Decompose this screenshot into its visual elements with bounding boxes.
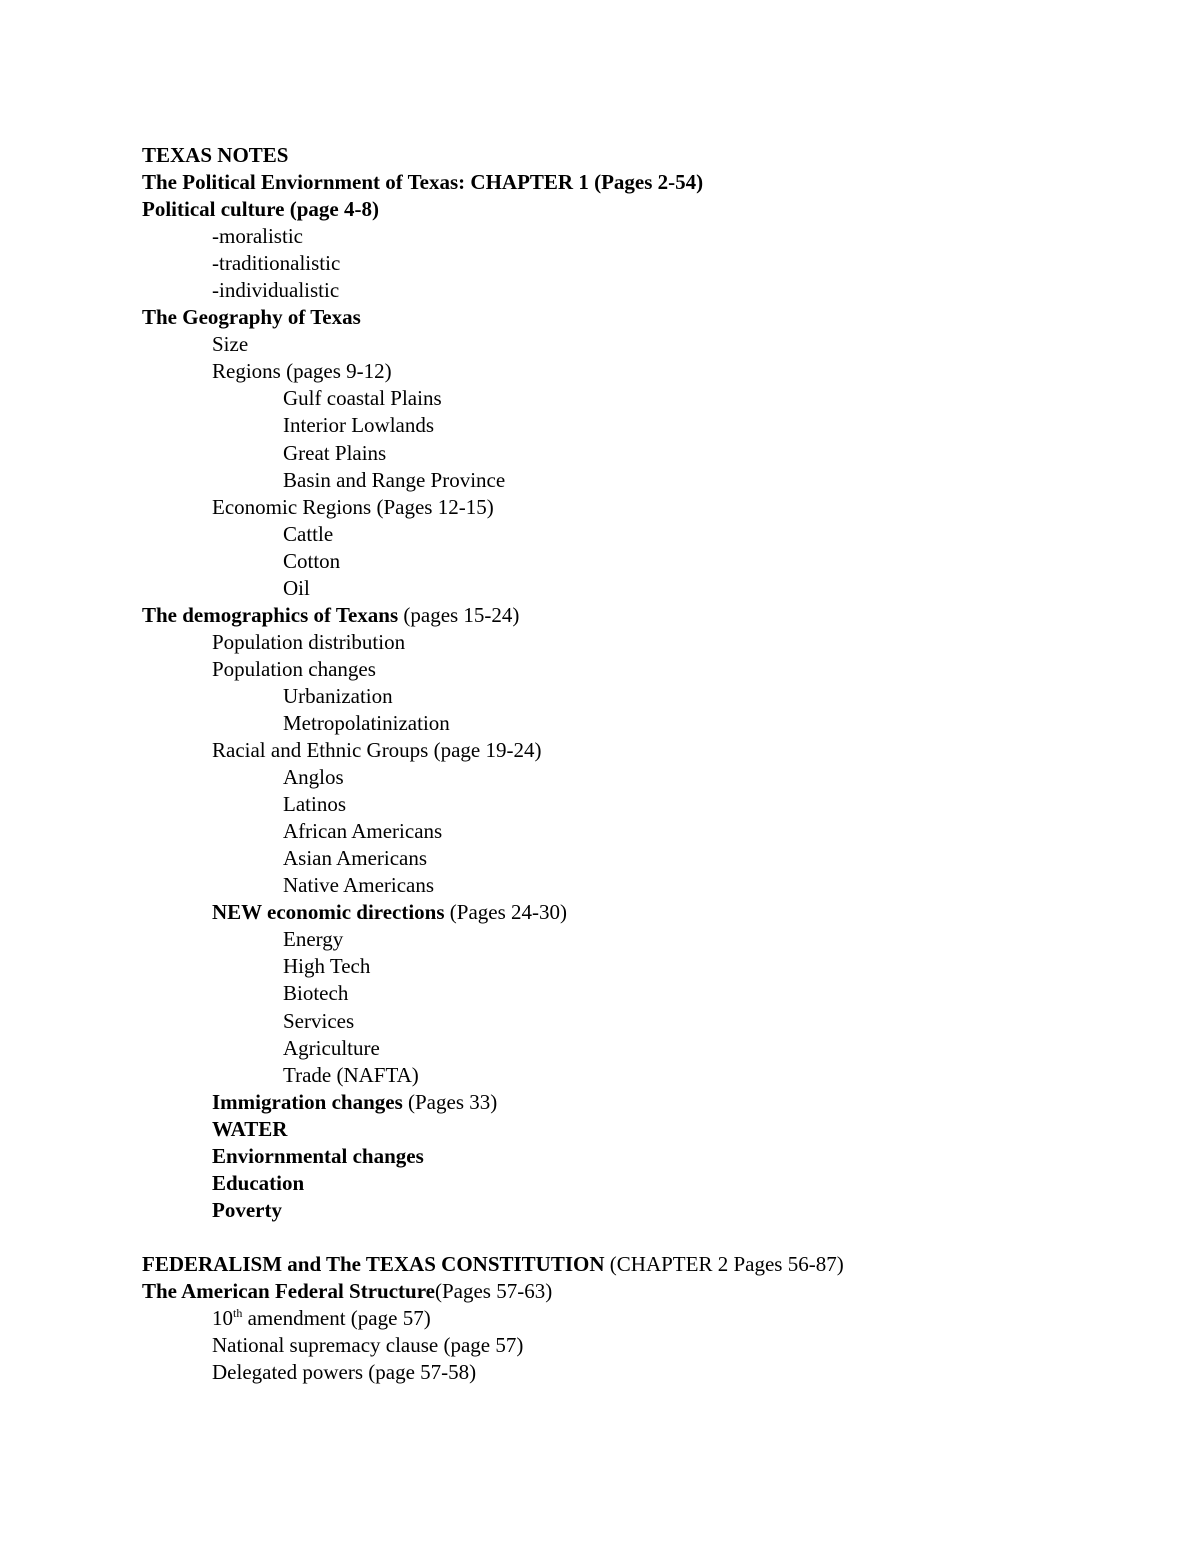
outline-item	[142, 656, 1142, 683]
item-text: Population distribution	[212, 629, 406, 654]
outline-heading	[142, 196, 1142, 223]
outline-item	[142, 1359, 1142, 1386]
item-text: Native Americans	[283, 873, 435, 898]
item-text: Biotech	[283, 981, 349, 1006]
item-text: (CHAPTER 2 Pages 56-87)	[604, 1251, 844, 1276]
item-text: (pages 15-24)	[398, 602, 520, 627]
outline-item	[142, 277, 1142, 304]
item-text: Population changes	[212, 656, 376, 681]
outline-item	[142, 1116, 1142, 1143]
outline-item	[142, 1305, 1142, 1332]
outline-item	[142, 845, 1142, 872]
bold-text: Enviornmental changes	[212, 1143, 424, 1168]
item-text: Oil	[283, 575, 310, 600]
item-text: Great Plains	[283, 440, 387, 465]
outline-heading	[142, 304, 1142, 331]
outline-item	[142, 1143, 1142, 1170]
item-text: Metropolatinization	[283, 710, 450, 735]
item-text: (Pages 33)	[402, 1089, 498, 1114]
outline-item	[142, 899, 1142, 926]
bold-text: The Political Enviornment of Texas: CHAPTER 1 (Pages 2-54)	[142, 170, 704, 195]
item-text: 10	[212, 1306, 233, 1331]
outline-heading	[142, 142, 1142, 169]
outline-item	[142, 818, 1142, 845]
outline-item	[142, 521, 1142, 548]
outline-item	[142, 440, 1142, 467]
item-text: (Pages 24-30)	[444, 900, 568, 925]
item-text: Interior Lowlands	[283, 413, 435, 438]
item-text-after: amendment (page 57)	[242, 1306, 431, 1331]
bold-text: Political culture (page 4-8)	[142, 197, 379, 222]
outline-item	[142, 926, 1142, 953]
bold-text: Immigration changes	[212, 1089, 403, 1114]
outline-item	[142, 953, 1142, 980]
item-text: Regions (pages 9-12)	[212, 359, 392, 384]
outline-item	[142, 385, 1142, 412]
bold-text: The demographics of Texans	[142, 602, 399, 627]
outline-item	[142, 710, 1142, 737]
outline-item	[142, 1197, 1142, 1224]
outline-item	[142, 737, 1142, 764]
outline-heading	[142, 169, 1142, 196]
ordinal-superscript: th	[233, 1306, 243, 1321]
outline-item	[142, 872, 1142, 899]
notes-outline	[142, 142, 1142, 1386]
outline-item	[142, 791, 1142, 818]
bold-text: WATER	[212, 1116, 288, 1141]
outline-item	[142, 764, 1142, 791]
item-text: Economic Regions (Pages 12-15)	[212, 494, 494, 519]
outline-heading	[142, 1251, 1142, 1278]
outline-item	[142, 629, 1142, 656]
outline-heading	[142, 1278, 1142, 1305]
outline-item	[142, 1170, 1142, 1197]
outline-item	[142, 1008, 1142, 1035]
outline-item	[142, 683, 1142, 710]
item-text: Cotton	[283, 548, 341, 573]
bold-text: Education	[212, 1170, 305, 1195]
outline-item	[142, 358, 1142, 385]
item-text: Latinos	[283, 792, 346, 817]
outline-item	[142, 1035, 1142, 1062]
item-text: -moralistic	[212, 224, 303, 249]
item-text: Delegated powers (page 57-58)	[212, 1360, 477, 1385]
item-text: Asian Americans	[283, 846, 428, 871]
item-text: Urbanization	[283, 683, 393, 708]
item-text: Agriculture	[283, 1035, 380, 1060]
item-text: Gulf coastal Plains	[283, 386, 442, 411]
bold-text: TEXAS NOTES	[142, 143, 289, 167]
item-text: Services	[283, 1008, 355, 1033]
outline-item	[142, 980, 1142, 1007]
item-text: National supremacy clause (page 57)	[212, 1333, 524, 1358]
item-text: High Tech	[283, 954, 371, 979]
outline-item	[142, 1089, 1142, 1116]
item-text: -individualistic	[212, 278, 340, 303]
item-text: -traditionalistic	[212, 251, 341, 276]
item-text: Basin and Range Province	[283, 467, 506, 492]
outline-item	[142, 331, 1142, 358]
bold-text: NEW economic directions	[212, 900, 445, 925]
outline-item	[142, 575, 1142, 602]
item-text: Racial and Ethnic Groups (page 19-24)	[212, 738, 542, 763]
bold-text: Poverty	[212, 1197, 282, 1222]
outline-item	[142, 467, 1142, 494]
outline-item	[142, 412, 1142, 439]
bold-text: The Geography of Texas	[142, 305, 361, 330]
outline-item	[142, 223, 1142, 250]
item-text: African Americans	[283, 819, 443, 844]
item-text: Size	[212, 332, 249, 357]
item-text: Trade (NAFTA)	[283, 1062, 419, 1087]
blank-line	[142, 1224, 1142, 1251]
outline-item	[142, 1332, 1142, 1359]
outline-item	[142, 1062, 1142, 1089]
outline-item	[142, 494, 1142, 521]
item-text: Energy	[283, 927, 344, 952]
item-text: Cattle	[283, 521, 334, 546]
item-text: Anglos	[283, 765, 344, 790]
bold-text: FEDERALISM and The TEXAS CONSTITUTION	[142, 1251, 605, 1276]
item-text: (Pages 57-63)	[434, 1278, 553, 1303]
outline-item	[142, 548, 1142, 575]
outline-heading	[142, 602, 1142, 629]
bold-text: The American Federal Structure	[142, 1278, 435, 1303]
outline-item	[142, 250, 1142, 277]
